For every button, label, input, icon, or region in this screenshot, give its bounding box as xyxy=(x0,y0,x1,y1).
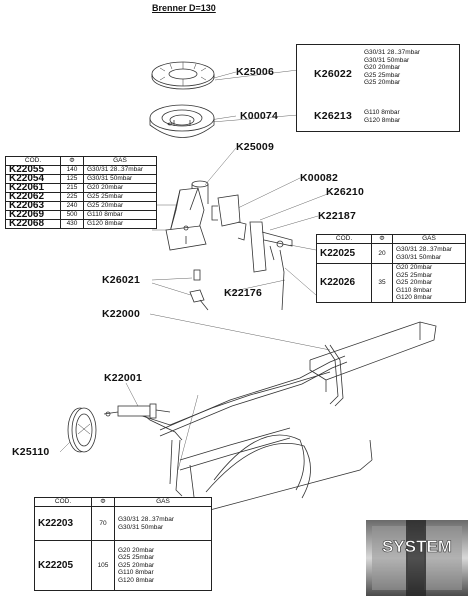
gas-line: G30/31 50mbar xyxy=(396,253,442,261)
gas-line: G20 20mbar xyxy=(364,64,401,71)
bracket-drawing xyxy=(212,195,246,240)
column-header: GAS xyxy=(84,157,157,166)
top-box-code-1: K26022 xyxy=(314,68,352,80)
row-gas: G25 25mbar xyxy=(84,193,157,202)
row-phi: 140 xyxy=(61,166,84,175)
nozzle-table-right xyxy=(316,234,466,303)
top-box-gas-2 xyxy=(364,109,400,124)
row-phi: 225 xyxy=(61,193,84,202)
callout-k26021: K26021 xyxy=(102,274,140,286)
gas-line: G120 8mbar xyxy=(396,294,433,301)
callout-k25009: K25009 xyxy=(236,141,274,153)
nozzle-table-left xyxy=(5,156,157,229)
row-code: K22061 xyxy=(6,184,61,193)
row-gas xyxy=(393,244,466,264)
row-phi: 35 xyxy=(372,264,393,303)
gas-line: G30/31 50mbar xyxy=(364,56,410,64)
nozzle-table-bottom xyxy=(34,497,212,591)
row-code: K22068 xyxy=(6,220,61,229)
row-code: K22062 xyxy=(6,193,61,202)
row-phi: 70 xyxy=(92,507,115,541)
top-box-code-2: K26213 xyxy=(314,110,352,122)
row-code: K22054 xyxy=(6,175,61,184)
callout-k00074: K00074 xyxy=(240,110,278,122)
table-row xyxy=(6,220,157,229)
burner-cap-drawing xyxy=(152,62,214,89)
gas-line: G30/31 28..37mbar xyxy=(118,516,175,523)
column-header: GAS xyxy=(393,235,466,244)
column-header: Φ xyxy=(61,157,84,166)
row-code: K22203 xyxy=(35,507,92,541)
callout-k22187: K22187 xyxy=(318,210,356,222)
tray-frame-drawing xyxy=(170,322,436,510)
burner-body-drawing xyxy=(166,181,208,250)
row-code: K22063 xyxy=(6,202,61,211)
table-header-row xyxy=(317,235,466,244)
gas-line: G120 8mbar xyxy=(364,116,401,124)
table-row xyxy=(35,541,212,591)
row-gas: G120 8mbar xyxy=(84,220,157,229)
row-phi: 215 xyxy=(61,184,84,193)
row-phi: 125 xyxy=(61,175,84,184)
gas-line: G110 8mbar xyxy=(118,569,154,577)
gas-line: G25 25mbar xyxy=(118,554,155,562)
row-gas xyxy=(115,541,212,591)
column-header: GAS xyxy=(115,498,212,507)
callout-k22000: K22000 xyxy=(102,308,140,320)
row-phi: 20 xyxy=(372,244,393,264)
row-gas xyxy=(115,507,212,541)
gas-line: G30/31 50mbar xyxy=(118,523,164,531)
column-header: Φ xyxy=(92,498,115,507)
row-phi: 500 xyxy=(61,211,84,220)
callout-k26210: K26210 xyxy=(326,186,364,198)
row-phi: 240 xyxy=(61,202,84,211)
gas-line: G30/31 28..37mbar xyxy=(364,49,421,56)
row-gas: G20 20mbar xyxy=(84,184,157,193)
row-gas: G110 8mbar xyxy=(84,211,157,220)
column-header: Φ xyxy=(372,235,393,244)
gas-line: G30/31 28..37mbar xyxy=(396,246,453,253)
control-knob-drawing xyxy=(68,408,96,452)
callout-k22001: K22001 xyxy=(104,372,142,384)
column-header: COD. xyxy=(317,235,372,244)
row-gas: G30/31 50mbar xyxy=(84,175,157,184)
top-box-gas-1 xyxy=(364,49,420,87)
gas-line: G20 20mbar xyxy=(396,264,433,271)
row-code: K22025 xyxy=(317,244,372,264)
row-phi: 430 xyxy=(61,220,84,229)
gas-line: G20 20mbar xyxy=(118,546,155,554)
gas-tube-drawing xyxy=(130,345,347,440)
table-row xyxy=(35,507,212,541)
gas-line: G110 8mbar xyxy=(396,286,432,294)
gas-line: G25 20mbar xyxy=(396,279,433,286)
gas-line: G110 8mbar xyxy=(364,109,400,116)
injector-drawing xyxy=(190,270,208,310)
column-header: COD. xyxy=(6,157,61,166)
row-gas: G25 20mbar xyxy=(84,202,157,211)
logo-text: SYSTEM xyxy=(382,537,452,556)
table-row xyxy=(317,264,466,303)
row-gas: G30/31 28..37mbar xyxy=(84,166,157,175)
row-code: K22069 xyxy=(6,211,61,220)
gas-valve-drawing xyxy=(104,404,170,418)
callout-k22176: K22176 xyxy=(224,287,262,299)
gas-line: G25 25mbar xyxy=(364,71,401,79)
callout-k25006: K25006 xyxy=(236,66,274,78)
row-code: K22205 xyxy=(35,541,92,591)
system-logo xyxy=(366,520,468,596)
page-title: Brenner D=130 xyxy=(152,3,216,13)
row-phi: 105 xyxy=(92,541,115,591)
gas-line: G25 20mbar xyxy=(364,79,401,86)
row-code: K22055 xyxy=(6,166,61,175)
callout-k00082: K00082 xyxy=(300,172,338,184)
top-gas-box xyxy=(296,44,460,132)
row-gas xyxy=(393,264,466,303)
callout-k25110: K25110 xyxy=(12,446,50,458)
gas-line: G120 8mbar xyxy=(118,576,155,584)
column-header: COD. xyxy=(35,498,92,507)
gas-line: G25 20mbar xyxy=(118,561,155,569)
row-code: K22026 xyxy=(317,264,372,303)
table-header-row xyxy=(35,498,212,507)
burner-head-drawing xyxy=(150,105,214,138)
gas-line: G25 25mbar xyxy=(396,271,433,279)
table-row xyxy=(317,244,466,264)
